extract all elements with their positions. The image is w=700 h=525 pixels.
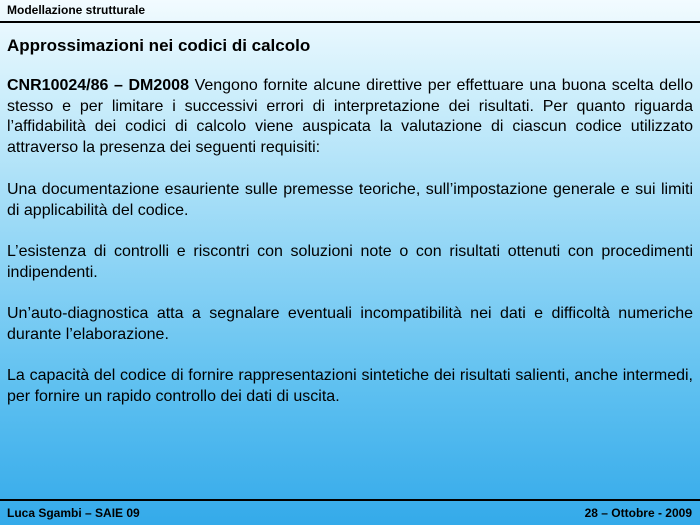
- requirement-documentation: Una documentazione esauriente sulle premesse teoriche, sull’impostazione generale e sui limiti di applicabilità del codice.: [7, 181, 693, 219]
- requirement-self-diagnostics: Un’auto-diagnostica atta a segnalare eventuali incompatibilità nei dati e difficoltà numeriche durante l’elaborazione.: [7, 305, 693, 343]
- intro-text: Vengono fornite alcune direttive per effettuare una buona scelta dello stesso e per limitare i successivi errori di interpretazione dei risultati. Per quanto riguarda l’affidabilità dei codici di calcolo viene auspicata la valutazione di ciascun codice utilizzato attraverso la presenza dei seguenti requisiti:: [7, 77, 693, 156]
- requirement-verification: L’esistenza di controlli e riscontri con soluzioni note o con risultati ottenuti con procedimenti indipendenti.: [7, 243, 693, 281]
- intro-paragraph: [7, 76, 693, 158]
- footer-date: 28 – Ottobre - 2009: [584, 506, 692, 520]
- header-divider: [0, 21, 700, 23]
- footer-divider: [0, 499, 700, 501]
- slide-content: [7, 36, 693, 428]
- norm-reference: CNR10024/86 – DM2008: [7, 77, 189, 94]
- header-title: Modellazione strutturale: [7, 3, 146, 17]
- requirement-synthetic-output: La capacità del codice di fornire rappresentazioni sintetiche dei risultati salienti, anche intermedi, per fornire un rapido controllo dei dati di uscita.: [7, 367, 693, 405]
- slide-title: Approssimazioni nei codici di calcolo: [7, 36, 311, 55]
- footer-author: Luca Sgambi – SAIE 09: [7, 506, 140, 520]
- slide-header: [0, 0, 700, 22]
